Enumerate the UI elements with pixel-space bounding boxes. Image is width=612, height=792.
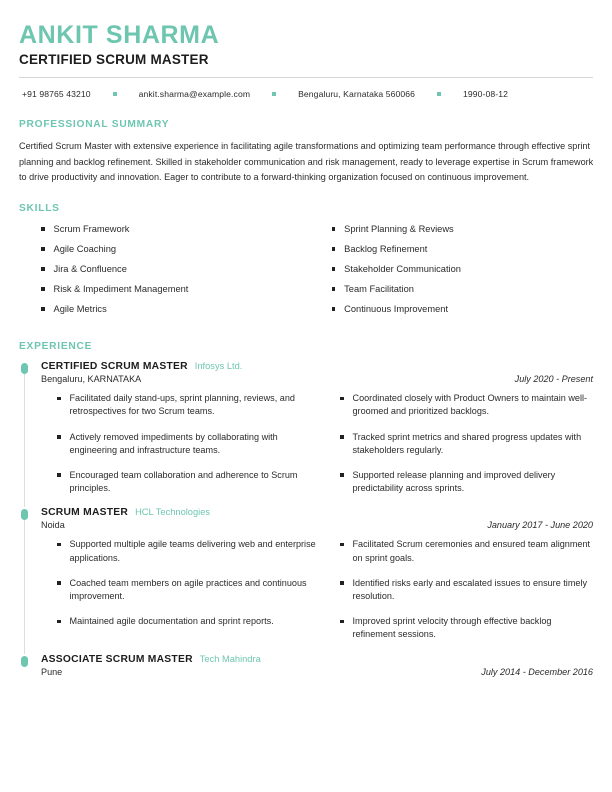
square-bullet-icon — [340, 543, 344, 547]
bullet-text: Actively removed impediments by collaborating with engineering and infrastructure teams. — [69, 431, 278, 455]
job-location: Noida — [41, 520, 65, 531]
square-bullet-icon — [57, 435, 61, 439]
list-item — [57, 469, 324, 495]
square-bullet-icon — [340, 435, 344, 439]
skill-label: Risk & Impediment Management — [53, 284, 189, 295]
contact-phone: +91 98765 43210 — [22, 89, 91, 100]
contact-date-of-birth: 1990-08-12 — [463, 89, 508, 100]
list-item — [340, 469, 591, 495]
bullet-text: Coordinated closely with Product Owners to maintain well-groomed and prioritized backlogs. — [352, 393, 588, 417]
experience-meta — [41, 374, 593, 384]
resume-header — [19, 22, 593, 101]
section-title-summary: PROFESSIONAL SUMMARY — [19, 119, 170, 131]
list-item — [340, 431, 591, 457]
list-item — [332, 283, 593, 295]
experience-entry — [19, 507, 593, 653]
skill-label: Jira & Confluence — [53, 264, 127, 275]
bullets-column-left — [57, 538, 324, 653]
company-name: Tech Mahindra — [199, 653, 261, 664]
bullet-text: Facilitated daily stand-ups, sprint planning, reviews, and retrospectives for two Scrum teams. — [69, 393, 295, 417]
candidate-headline: CERTIFIED SCRUM MASTER — [19, 52, 209, 68]
square-bullet-icon — [57, 581, 61, 585]
square-bullet-icon — [41, 247, 45, 251]
skill-label: Agile Metrics — [53, 304, 107, 315]
skills-grid — [19, 223, 593, 323]
list-item — [41, 283, 317, 295]
skill-label: Agile Coaching — [53, 244, 117, 255]
bullet-text: Coached team members on agile practices and continuous improvement. — [69, 577, 307, 601]
list-item — [340, 577, 591, 603]
experience-meta — [41, 667, 593, 677]
bullet-text: Supported release planning and improved delivery predictability across sprints. — [352, 469, 556, 494]
square-bullet-icon — [332, 287, 336, 291]
square-bullet-icon — [41, 287, 45, 291]
skill-label: Scrum Framework — [53, 224, 130, 235]
section-professional-summary — [19, 119, 593, 185]
contact-address: Bengaluru, Karnataka 560066 — [298, 89, 415, 100]
experience-bullets — [41, 538, 593, 653]
skill-label: Continuous Improvement — [344, 304, 449, 315]
company-name: Infosys Ltd. — [194, 361, 243, 372]
bullets-column-left — [57, 392, 324, 507]
section-experience — [19, 341, 593, 676]
square-bullet-icon — [57, 620, 61, 624]
list-item — [340, 538, 591, 564]
job-title: SCRUM MASTER — [41, 507, 129, 519]
list-item — [41, 263, 317, 275]
skills-column-left — [41, 223, 317, 323]
job-dates: July 2014 - December 2016 — [481, 666, 593, 677]
square-bullet-icon — [340, 620, 344, 624]
list-item — [57, 392, 324, 418]
list-item — [41, 223, 317, 235]
bullet-text: Identified risks early and escalated issues to ensure timely resolution. — [352, 577, 588, 601]
list-item — [332, 263, 593, 275]
bullet-text: Facilitated Scrum ceremonies and ensured team alignment on sprint goals. — [352, 539, 591, 563]
contact-email[interactable]: ankit.sharma@example.com — [138, 89, 251, 100]
square-bullet-icon — [332, 247, 336, 251]
list-item — [57, 538, 324, 564]
experience-bullets — [41, 392, 593, 507]
list-item — [340, 615, 591, 641]
company-name: HCL Technologies — [135, 507, 211, 518]
timeline-marker-icon — [21, 509, 28, 520]
bullet-text: Maintained agile documentation and sprint reports. — [69, 616, 274, 627]
header-divider — [19, 77, 593, 78]
list-item — [340, 392, 591, 418]
timeline-marker-icon — [21, 656, 28, 667]
contact-separator-icon — [437, 92, 441, 96]
job-location: Bengaluru, KARNATAKA — [41, 374, 142, 385]
list-item — [41, 303, 317, 315]
skill-label: Stakeholder Communication — [344, 264, 461, 275]
square-bullet-icon — [332, 307, 336, 311]
list-item — [332, 223, 593, 235]
experience-heading — [41, 507, 593, 518]
bullet-text: Tracked sprint metrics and shared progress updates with stakeholders regularly. — [352, 431, 582, 455]
job-dates: July 2020 - Present — [514, 374, 593, 385]
list-item — [57, 431, 324, 457]
summary-text: Certified Scrum Master with extensive experience in facilitating agile transformations and optimizing team performance through effective sprint planning and backlog refinement. Skilled in stakeholder communication and risk management, ready to leverage expertise in Scrum framework to drive productivity and innovation. Eager to contribute to a forward-thinking organization focused on continuous improvement. — [19, 141, 594, 182]
skill-label: Team Facilitation — [344, 284, 414, 295]
job-title: ASSOCIATE SCRUM MASTER — [41, 653, 193, 665]
square-bullet-icon — [57, 473, 61, 477]
section-title-skills: SKILLS — [19, 203, 60, 215]
experience-entry — [19, 361, 593, 507]
square-bullet-icon — [57, 397, 61, 401]
list-item — [41, 243, 317, 255]
square-bullet-icon — [332, 267, 336, 271]
square-bullet-icon — [57, 543, 61, 547]
list-item — [332, 243, 593, 255]
skill-label: Sprint Planning & Reviews — [344, 224, 454, 235]
contact-separator-icon — [113, 92, 117, 96]
square-bullet-icon — [41, 267, 45, 271]
timeline-marker-icon — [21, 363, 28, 374]
bullet-text: Improved sprint velocity through effective backlog refinement sessions. — [352, 616, 552, 640]
square-bullet-icon — [332, 227, 336, 231]
square-bullet-icon — [340, 397, 344, 401]
bullets-column-right — [324, 392, 591, 507]
experience-meta — [41, 520, 593, 530]
candidate-name: ANKIT SHARMA — [19, 21, 220, 49]
square-bullet-icon — [41, 227, 45, 231]
square-bullet-icon — [41, 307, 45, 311]
experience-heading — [41, 361, 593, 372]
experience-entry — [19, 654, 593, 677]
timeline-line — [24, 520, 25, 653]
list-item — [332, 303, 593, 315]
contact-separator-icon — [272, 92, 276, 96]
bullets-column-right — [324, 538, 591, 653]
section-skills — [19, 203, 593, 323]
list-item — [57, 577, 324, 603]
job-dates: January 2017 - June 2020 — [487, 520, 593, 531]
skills-column-right — [317, 223, 593, 323]
square-bullet-icon — [340, 581, 344, 585]
skill-label: Backlog Refinement — [344, 244, 428, 255]
contact-row — [19, 87, 593, 101]
bullet-text: Encouraged team collaboration and adherence to Scrum principles. — [69, 469, 298, 494]
list-item — [57, 615, 324, 628]
section-title-experience: EXPERIENCE — [19, 341, 93, 353]
timeline-line — [24, 374, 25, 507]
square-bullet-icon — [340, 473, 344, 477]
experience-list — [19, 361, 593, 676]
bullet-text: Supported multiple agile teams delivering web and enterprise applications. — [69, 539, 316, 563]
job-title: CERTIFIED SCRUM MASTER — [41, 361, 188, 373]
job-location: Pune — [41, 666, 63, 677]
experience-heading — [41, 654, 593, 665]
